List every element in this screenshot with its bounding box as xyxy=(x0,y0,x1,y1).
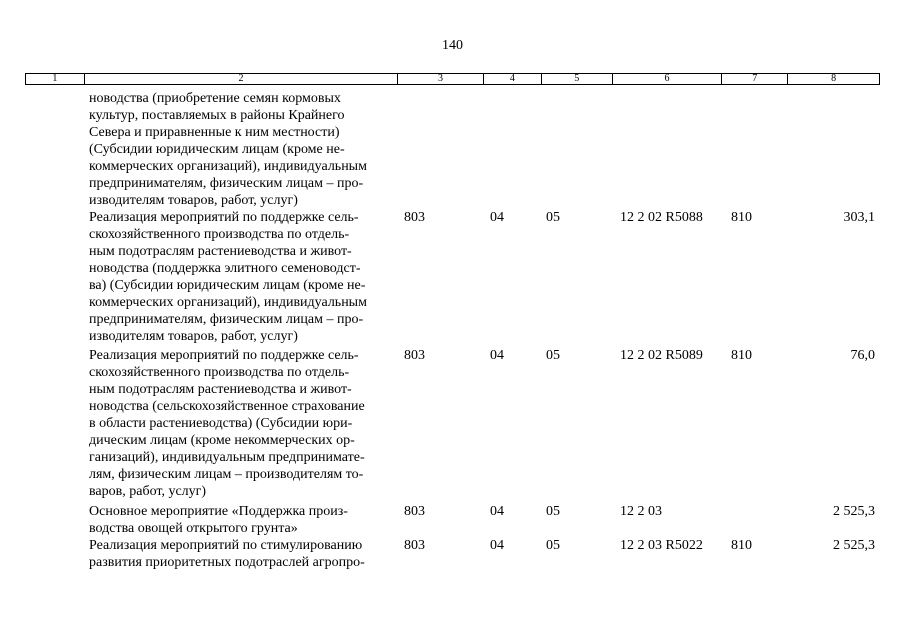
table-header xyxy=(25,73,880,85)
row-col-4: 04 xyxy=(490,538,504,553)
row-col-7: 810 xyxy=(731,538,752,553)
header-col-4: 4 xyxy=(484,74,542,84)
row-description: Реализация мероприятий по поддержке сель- скохозяйственного производства по отдель- ным подотраслям растениеводства и живот- новодства (поддержка элитного семеноводст- ва) (Субсидии юридическим лицам (кроме не- коммерческих организаций), индивидуальным предпринимателям, физическим лицам – про- изводителям товаров, работ, услуг) xyxy=(89,210,367,344)
header-col-2: 2 xyxy=(85,74,398,84)
row-col-8: 303,1 xyxy=(843,210,875,225)
row-col-3: 803 xyxy=(404,504,425,519)
page-number: 140 xyxy=(442,38,463,53)
header-col-3: 3 xyxy=(398,74,484,84)
row-col-7: 810 xyxy=(731,210,752,225)
row-col-7: 810 xyxy=(731,348,752,363)
row-col-6: 12 2 03 R5022 xyxy=(620,538,703,553)
row-description: Основное мероприятие «Поддержка произ- водства овощей открытого грунта» xyxy=(89,504,348,536)
row-col-3: 803 xyxy=(404,210,425,225)
header-col-7: 7 xyxy=(722,74,788,84)
row-col-6: 12 2 02 R5088 xyxy=(620,210,703,225)
row-col-4: 04 xyxy=(490,348,504,363)
row-col-5: 05 xyxy=(546,210,560,225)
row-col-6: 12 2 03 xyxy=(620,504,662,519)
header-col-8: 8 xyxy=(831,73,837,84)
row-description: Реализация мероприятий по поддержке сель- скохозяйственного производства по отдель- ным подотраслям растениеводства и живот- новодства (сельскохозяйственное страхование в области растениеводства) (Субсидии юри- дическим лицам (кроме некоммерческих ор- ганизаций), индивидуальным предпринимате- лям, физическим лицам – производителям то- варов, работ, услуг) xyxy=(89,348,365,499)
header-col-1: 1 xyxy=(26,74,85,84)
row-col-3: 803 xyxy=(404,538,425,553)
row-col-4: 04 xyxy=(490,210,504,225)
row-col-8: 76,0 xyxy=(850,348,875,363)
header-col-6: 6 xyxy=(613,74,723,84)
row-col-3: 803 xyxy=(404,348,425,363)
header-col-5: 5 xyxy=(542,74,613,84)
row-col-8: 2 525,3 xyxy=(833,504,875,519)
row-col-8: 2 525,3 xyxy=(833,538,875,553)
row-description: Реализация мероприятий по стимулированию развития приоритетных подотраслей агропро- xyxy=(89,538,365,570)
row-col-5: 05 xyxy=(546,504,560,519)
row-col-5: 05 xyxy=(546,348,560,363)
row-col-4: 04 xyxy=(490,504,504,519)
row-description: новодства (приобретение семян кормовых культур, поставляемых в районы Крайнего Севера и приравненные к ним местности) (Субсидии юридическим лицам (кроме не- коммерческих организаций), индивидуальным предпринимателям, физическим лицам – про- изводителям товаров, работ, услуг) xyxy=(89,91,367,208)
row-col-6: 12 2 02 R5089 xyxy=(620,348,703,363)
row-col-5: 05 xyxy=(546,538,560,553)
